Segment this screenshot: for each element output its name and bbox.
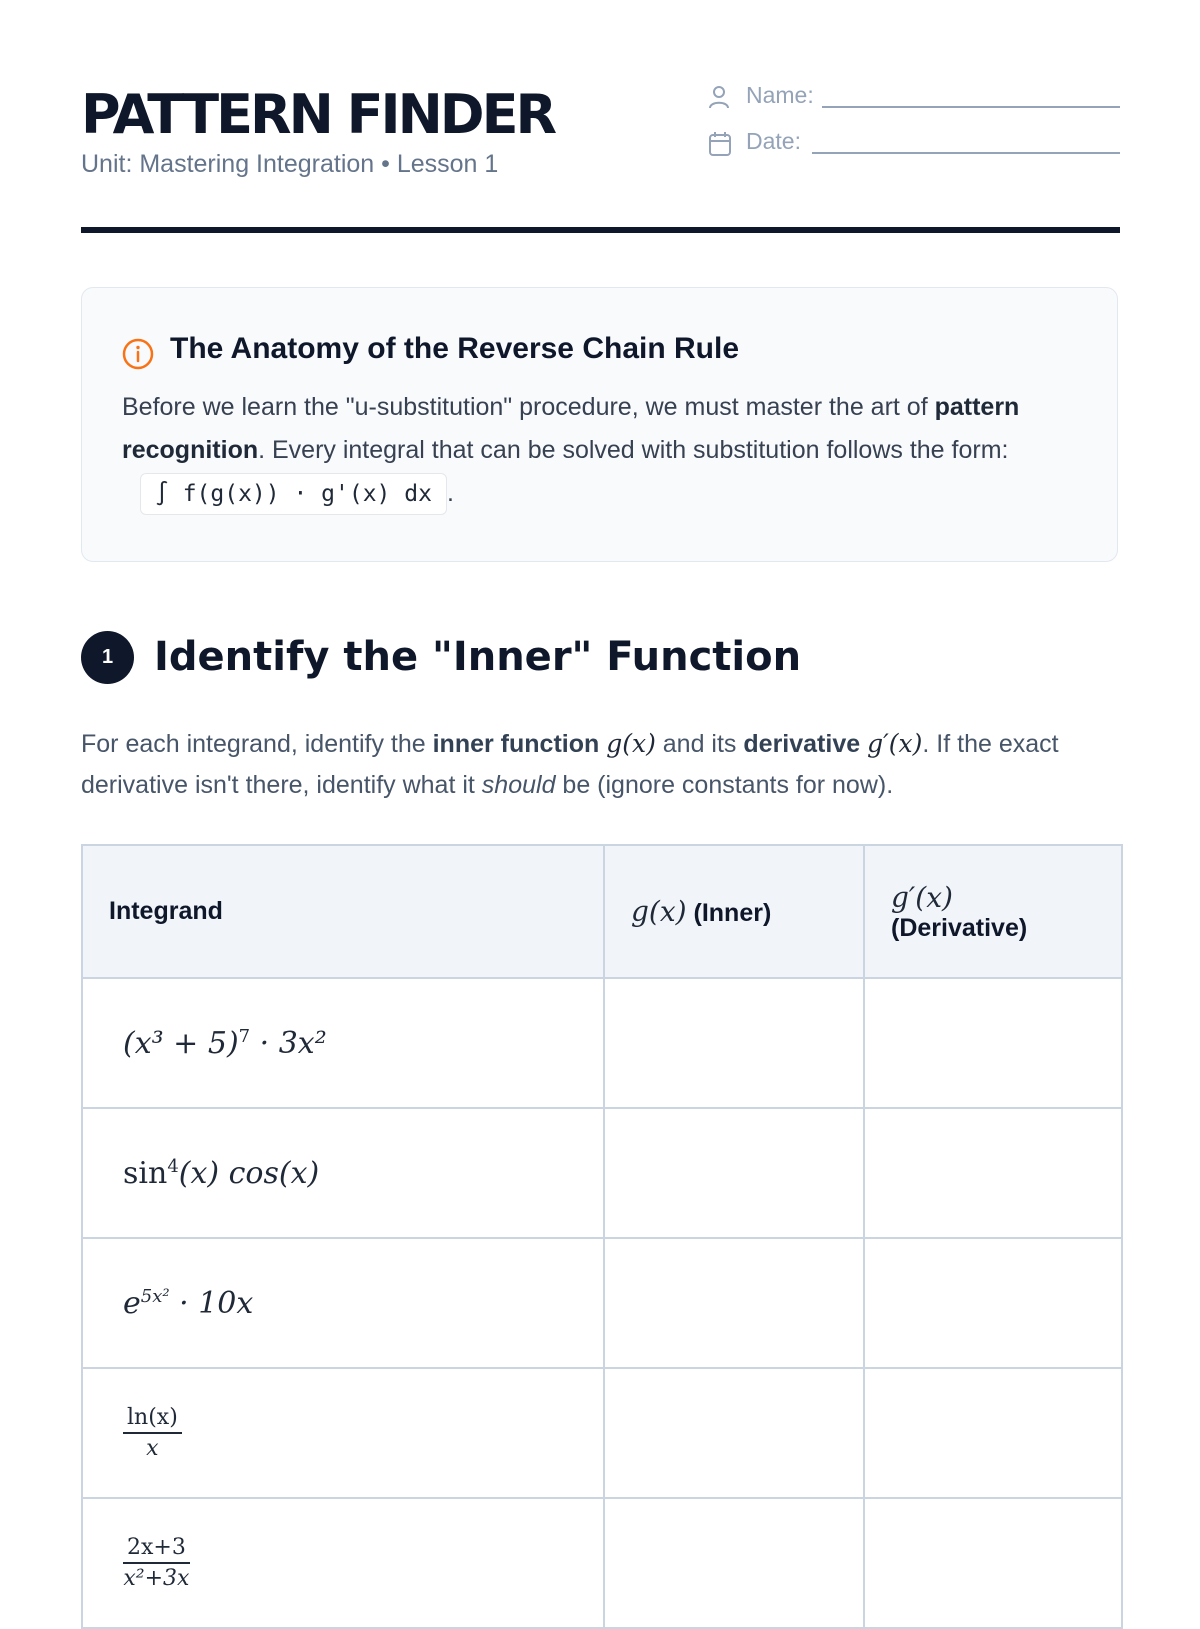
calendar-icon — [708, 131, 732, 157]
step-number-badge: 1 — [81, 631, 134, 684]
derivative-answer-cell[interactable] — [864, 1108, 1122, 1238]
integrand-cell: $\sin^4(x)$ cos(x) — [82, 1108, 604, 1238]
name-line[interactable] — [822, 106, 1120, 108]
derivative-answer-cell[interactable] — [864, 1498, 1122, 1628]
derivative-math: g′(x) — [867, 729, 923, 758]
table-row — [82, 978, 1122, 1108]
date-field[interactable] — [706, 126, 1120, 160]
header-divider — [81, 227, 1120, 233]
integrand-table — [81, 844, 1123, 1629]
inner-answer-cell[interactable] — [604, 1108, 864, 1238]
substitution-formula: ∫ f(g(x)) · g'(x) dx — [140, 473, 447, 515]
info-title: The Anatomy of the Reverse Chain Rule — [170, 332, 740, 365]
derivative-answer-cell[interactable] — [864, 1238, 1122, 1368]
derivative-answer-cell[interactable] — [864, 1368, 1122, 1498]
derivative-answer-cell[interactable] — [864, 978, 1122, 1108]
column-header-inner: g(x) (Inner) — [604, 845, 864, 978]
table-header-row — [82, 845, 1122, 978]
table-row — [82, 1108, 1122, 1238]
inner-answer-cell[interactable] — [604, 1368, 864, 1498]
integrand-cell: $\frac{2x+3}{\text{x²+3x}}$ — [82, 1498, 604, 1628]
info-text: Before we learn the "u-substitution" procedure, we must master the art of pattern recognition. Every integral that can be solved with substitution follows the form:∫ f(g(x)) · g'(x) dx . — [122, 386, 1082, 515]
user-icon — [708, 85, 730, 109]
column-header-derivative: g′(x) (Derivative) — [864, 845, 1122, 978]
integrand-cell: $(x^3 + 5)^7 \cdot 3x^2$ — [82, 978, 604, 1108]
date-line[interactable] — [812, 152, 1120, 154]
info-icon — [122, 338, 154, 370]
inner-answer-cell[interactable] — [604, 1498, 864, 1628]
column-header-integrand: Integrand — [82, 845, 604, 978]
name-field[interactable] — [706, 80, 1120, 114]
name-label: Name: — [746, 82, 814, 108]
integrand-cell: $e^{5x^2} \cdot 10x$ — [82, 1238, 604, 1368]
inner-function-math: g(x) — [606, 729, 656, 758]
inner-answer-cell[interactable] — [604, 1238, 864, 1368]
instructions-text: For each integrand, identify the inner function g(x) and its derivative g′(x). If the exact derivative isn't there, identify what it should be (ignore constants for now). — [81, 729, 1059, 799]
section-title: Identify the "Inner" Function — [154, 634, 802, 680]
table-row — [82, 1498, 1122, 1628]
page-subtitle: Unit: Mastering Integration • Lesson 1 — [81, 150, 499, 178]
inner-answer-cell[interactable] — [604, 978, 864, 1108]
table-row — [82, 1368, 1122, 1498]
table-row — [82, 1238, 1122, 1368]
date-label: Date: — [746, 128, 801, 154]
info-box — [81, 287, 1118, 562]
page-title: PATTERN FINDER — [81, 83, 555, 146]
pattern-recognition-term: pattern recognition — [122, 393, 1020, 464]
integrand-cell: $\frac{\ln(x)}{x}$ — [82, 1368, 604, 1498]
